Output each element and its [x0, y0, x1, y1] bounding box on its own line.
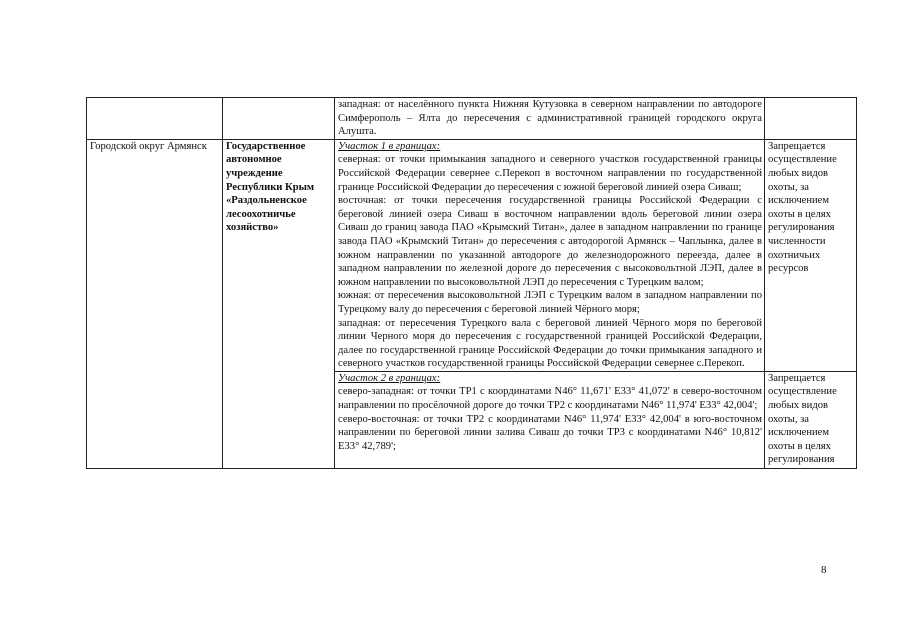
table-cell	[765, 98, 857, 140]
boundary-east: восточная: от точки пересечения государственной границы Российской Федерации с береговой линией озера Сиваш в восточном направлении вдоль береговой линии озера Сиваш до границ завода ПАО «Крымский Титан», далее в западном направлении по границе завода ПАО «Крымский Титан» до пересечения с автодорогой Армянск – Чаплынка, далее в южном направлении по указанной автодороге до железнодорожного переезда, далее в западном направлении по железной дороге до пересечения с высоковольтной ЛЭП, далее в южном направлении по высоковольтной ЛЭП до пересечения с Турецким валом;	[338, 195, 762, 288]
boundary-description-cell	[335, 371, 765, 468]
boundary-northwest: северо-западная: от точки ТР1 с координатами N46° 11,671' E33° 41,072' в северо-восточном направлении по просёлочной дороге до точки ТР2 с координатами N46° 11,974' E33° 42,004';	[338, 386, 762, 412]
boundary-north: северная: от точки примыкания западного и северного участков государственной границы Российской Федерации севернее с.Перекоп в восточном направлении по государственной границе Российской Федерации до пересечения с южной береговой линией озера Сиваш;	[338, 154, 762, 193]
boundary-west: западная: от пересечения Турецкого вала с береговой линией Чёрного моря по береговой линии Черного моря до пересечения с государственной границей Российской Федерации, далее по государственной границе Российской Федерации до точки примыкания западного и северного участков государственной границы Российской Федерации севернее с.Перекоп.	[338, 317, 762, 370]
boundary-south: южная: от пересечения высоковольтной ЛЭП с Турецким валом в западном направлении по Турецкому валу до пересечения с береговой линией Чёрного моря;	[338, 290, 762, 315]
restriction-cell: Запрещается осуществление любых видов охоты, за исключением охоты в целях регулирования	[765, 371, 857, 468]
organization-cell: Государственное автономное учреждение Республики Крым «Раздольненское лесоохотничье хозяйство»	[223, 139, 335, 468]
page-number: 8	[821, 564, 827, 576]
restriction-cell: Запрещается осуществление любых видов охоты, за исключением охоты в целях регулирования численности охотничьих ресурсов	[765, 139, 857, 371]
boundary-description-cell: западная: от населённого пункта Нижняя Кутузовка в северном направлении по автодороге Симферополь – Ялта до пересечения с административной границей городского округа Алушта.	[335, 98, 765, 140]
table-row	[87, 139, 857, 371]
table-cell	[223, 98, 335, 140]
boundary-description-cell	[335, 139, 765, 371]
boundary-northeast: северо-восточная: от точки ТР2 с координатами N46° 11,974' E33° 42,004' в юго-восточном направлении по береговой линии залива Сиваш до точки ТР3 с координатами N46° 10,812' E33° 42,789';	[338, 413, 762, 452]
table-cell	[87, 98, 223, 140]
municipality-cell: Городской округ Армянск	[87, 139, 223, 468]
section-title: Участок 2 в границах:	[338, 372, 441, 384]
hunting-zones-table	[86, 97, 857, 469]
section-title: Участок 1 в границах:	[338, 140, 441, 152]
table-row	[87, 98, 857, 140]
